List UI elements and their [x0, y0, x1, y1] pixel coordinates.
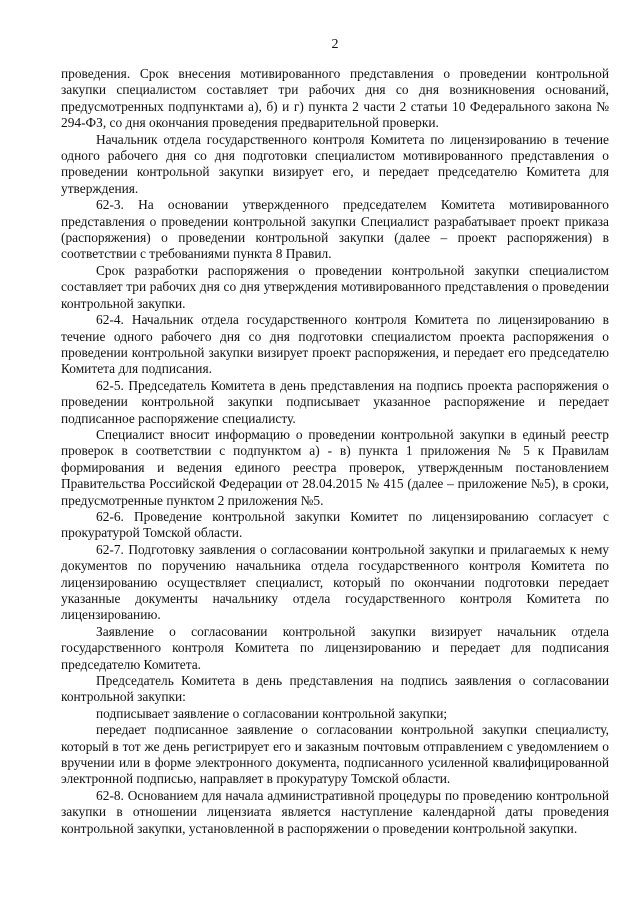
paragraph: Специалист вносит информацию о проведении контрольной закупки в единый реестр проверок в соответствии с подпунктом а) - в) пункта 1 приложения № 5 к Правилам формирования и ведения единого реестра проверок, утвержденным постановлением Правительства Российской Федерации от 28.04.2015 № 415 (далее – приложение №5), в сроки, предусмотренные пунктом 2 приложения №5.	[61, 426, 609, 508]
paragraph-62-3: 62-3. На основании утвержденного председателем Комитета мотивированного представления о проведении контрольной закупки Специалист разрабатывает проект приказа (распоряжения) о проведении контрольной закупки (далее – проект распоряжения) в соответствии с требованиями пункта 8 Правил.	[61, 197, 609, 262]
paragraph-62-5: 62-5. Председатель Комитета в день представления на подпись проекта распоряжения о проведении контрольной закупки подписывает указанное распоряжение и передает подписанное распоряжение специалисту.	[61, 377, 609, 426]
paragraph-continuation: проведения. Срок внесения мотивированного представления о проведении контрольной закупки специалистом составляет три рабочих дня со дня возникновения оснований, предусмотренных подпунктами а), б) и г) пункта 2 части 2 статьи 10 Федерального закона № 294-ФЗ, со дня окончания проведения предварительной проверки.	[61, 66, 609, 131]
paragraph: Срок разработки распоряжения о проведении контрольной закупки специалистом составляет три рабочих дня со дня утверждения мотивированного представления о проведении контрольной закупки.	[61, 262, 609, 311]
list-item: передает подписанное заявление о согласовании контрольной закупки специалисту, который в тот же день регистрирует его и заказным почтовым отправлением с уведомлением о вручении или в форме электронного документа, подписанного усиленной квалифицированной электронной подписью, направляет в прокуратуру Томской области.	[61, 722, 609, 787]
paragraph-62-4: 62-4. Начальник отдела государственного контроля Комитета по лицензированию в течение одного рабочего дня со дня подготовки специалистом проекта распоряжения о проведении контрольной закупки визирует проект распоряжения, и передает его председателю Комитета для подписания.	[61, 312, 609, 377]
paragraph-62-6: 62-6. Проведение контрольной закупки Комитет по лицензированию согласует с прокуратурой Томской области.	[61, 508, 609, 541]
paragraph: Председатель Комитета в день представления на подпись заявления о согласовании контрольной закупки:	[61, 673, 609, 705]
paragraph: Начальник отдела государственного контроля Комитета по лицензированию в течение одного рабочего дня со дня подготовки специалистом мотивированного представления о проведении контрольной закупки визирует его, и передает председателю Комитета для утверждения.	[61, 131, 609, 196]
page-number: 2	[331, 37, 339, 52]
paragraph-62-7: 62-7. Подготовку заявления о согласовании контрольной закупки и прилагаемых к нему документов по поручению начальника отдела государственного контроля Комитета по лицензированию осуществляет специалист, который по окончании подготовки передает указанные документы начальнику отдела государственного контроля Комитета по лицензированию.	[61, 541, 609, 623]
paragraph-62-8: 62-8. Основанием для начала административной процедуры по проведению контрольной закупки в отношении лицензиата является наступление календарной даты проведения контрольной закупки, установленной в распоряжении о проведении контрольной закупки.	[61, 787, 609, 836]
document-page	[61, 36, 609, 837]
list-item: подписывает заявление о согласовании контрольной закупки;	[96, 705, 448, 721]
paragraph: Заявление о согласовании контрольной закупки визирует начальник отдела государственного контроля Комитета по лицензированию и передает для подписания председателю Комитета.	[61, 623, 609, 672]
